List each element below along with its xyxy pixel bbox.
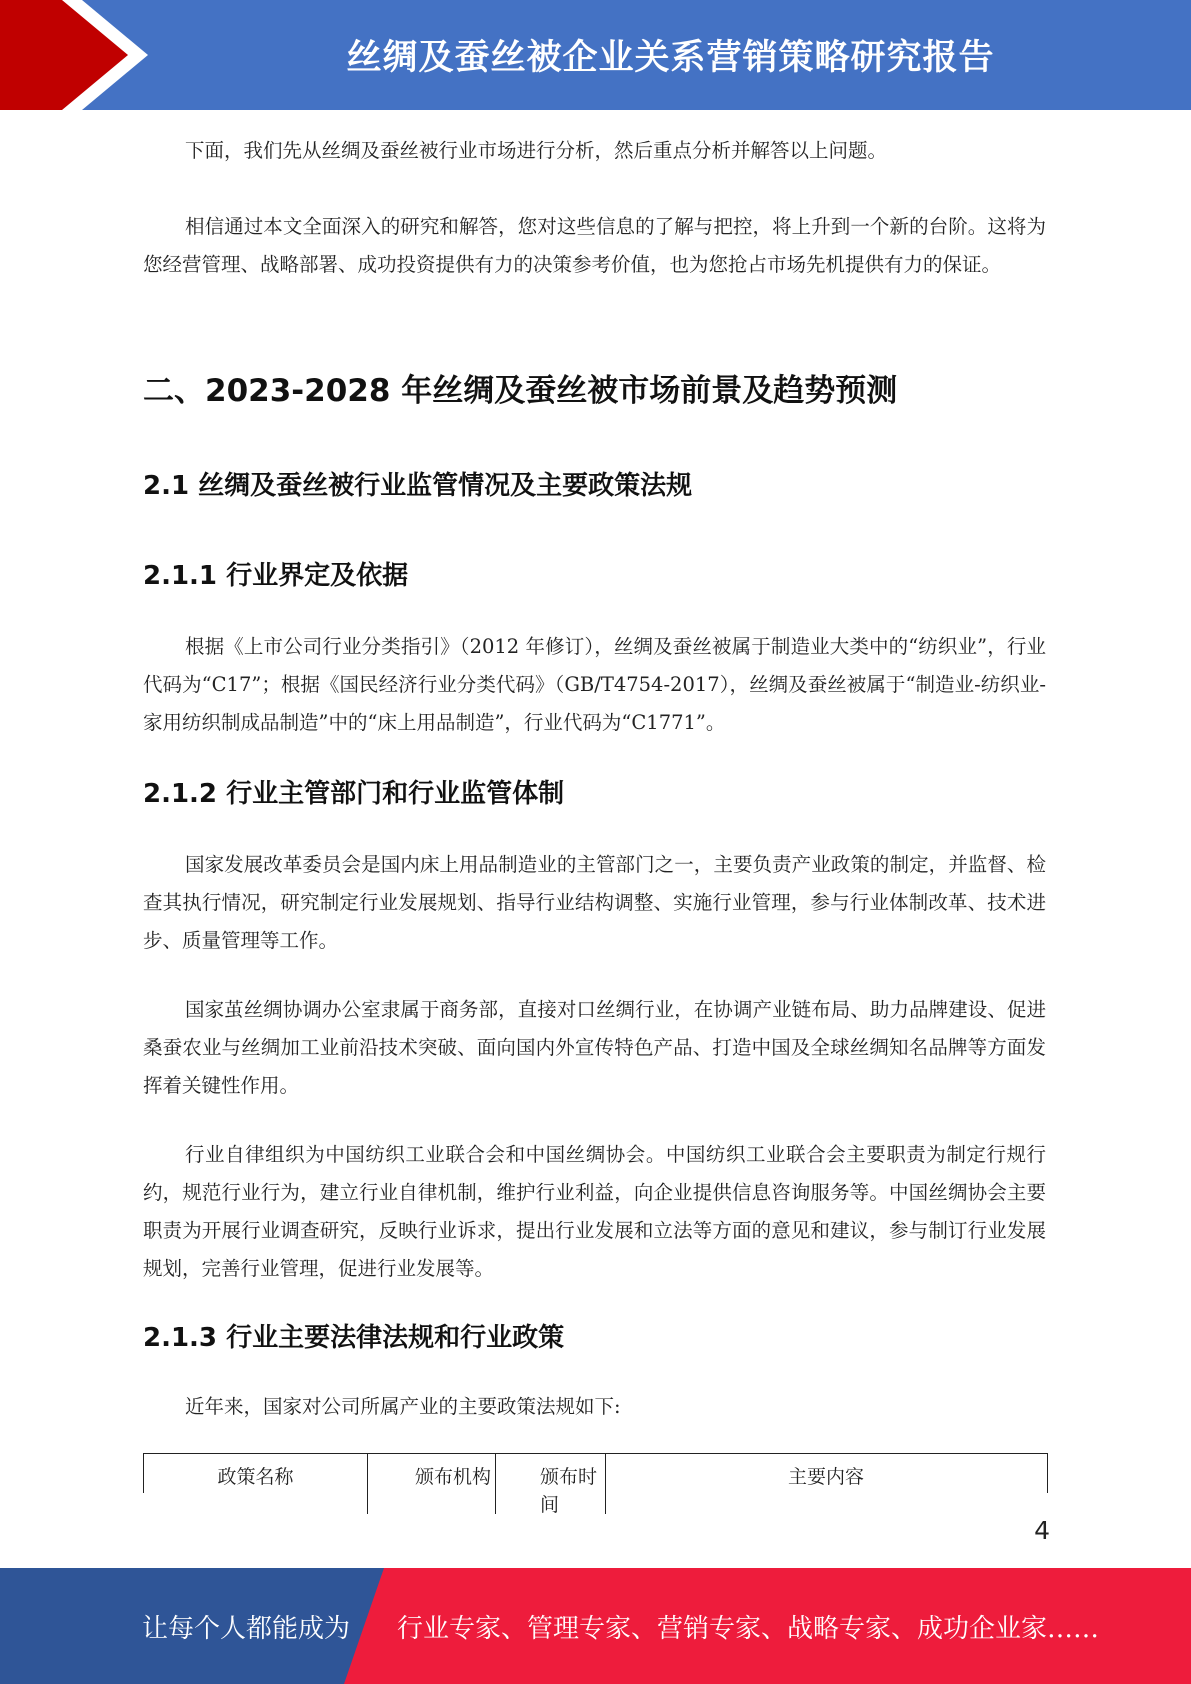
regulator-paragraph-2: 国家茧丝绸协调办公室隶属于商务部，直接对口丝绸行业，在协调产业链布局、助力品牌建设、促进桑蚕农业与丝绸加工业前沿技术突破、面向国内外宣传特色产品、打造中国及全球丝绸知名品牌等方面发挥着关键性作用。 xyxy=(143,998,1046,1097)
subsection-heading-2-1-1: 2.1.1 行业界定及依据 xyxy=(143,561,409,591)
policy-table xyxy=(143,1453,1048,1516)
industry-definition-paragraph: 根据《上市公司行业分类指引》（2012 年修订），丝绸及蚕丝被属于制造业大类中的“纺织业”，行业代码为“C17”；根据《国民经济行业分类代码》（GB/T4754-2017），丝绸及蚕丝被属于“制造业-纺织业-家用纺织制成品制造”中的“床上用品制造”，行业代码为“C1771”。 xyxy=(143,635,1046,734)
section-heading-2: 二、2023-2028 年丝绸及蚕丝被市场前景及趋势预测 xyxy=(143,373,898,409)
table-header-main-content: 主要内容 xyxy=(787,1466,864,1488)
footer-slogan-left: 让每个人都能成为 xyxy=(142,1613,351,1644)
table-header-cell xyxy=(496,1454,606,1514)
table-header-cell xyxy=(144,1454,368,1514)
page-number: 4 xyxy=(1034,1516,1050,1545)
laws-intro-paragraph: 近年来，国家对公司所属产业的主要政策法规如下: xyxy=(185,1395,621,1418)
subsection-heading-2-1-2: 2.1.2 行业主管部门和行业监管体制 xyxy=(143,779,565,809)
table-header-issue-date: 颁布时间 xyxy=(540,1466,598,1516)
header-banner xyxy=(0,0,1191,110)
intro-paragraph-1: 下面，我们先从丝绸及蚕丝被行业市场进行分析，然后重点分析并解答以上问题。 xyxy=(185,139,888,162)
table-header-cell xyxy=(606,1454,1046,1514)
intro-paragraph-2: 相信通过本文全面深入的研究和解答，您对这些信息的了解与把控，将上升到一个新的台阶。这将为您经营管理、战略部署、成功投资提供有力的决策参考价值，也为您抢占市场先机提供有力的保证。 xyxy=(143,215,1046,276)
footer-banner xyxy=(0,1568,1191,1684)
table-header-policy-name: 政策名称 xyxy=(217,1466,294,1488)
subsection-heading-2-1-3: 2.1.3 行业主要法律法规和行业政策 xyxy=(143,1323,565,1353)
subsection-heading-2-1: 2.1 丝绸及蚕丝被行业监管情况及主要政策法规 xyxy=(143,471,693,501)
regulator-paragraph-1: 国家发展改革委员会是国内床上用品制造业的主管部门之一，主要负责产业政策的制定，并监督、检查其执行情况，研究制定行业发展规划、指导行业结构调整、实施行业管理，参与行业体制改革、技术进步、质量管理等工作。 xyxy=(143,853,1046,952)
regulator-paragraph-3: 行业自律组织为中国纺织工业联合会和中国丝绸协会。中国纺织工业联合会主要职责为制定行规行约，规范行业行为，建立行业自律机制，维护行业利益，向企业提供信息咨询服务等。中国丝绸协会主要职责为开展行业调查研究，反映行业诉求，提出行业发展和立法等方面的意见和建议，参与制订行业发展规划，完善行业管理，促进行业发展等。 xyxy=(143,1143,1046,1280)
table-header-issuer: 颁布机构 xyxy=(414,1466,491,1488)
report-title: 丝绸及蚕丝被企业关系营销策略研究报告 xyxy=(346,38,995,78)
footer-slogan-right: 行业专家、管理专家、营销专家、战略专家、成功企业家…… xyxy=(397,1613,1100,1644)
table-header-cell xyxy=(368,1454,496,1514)
